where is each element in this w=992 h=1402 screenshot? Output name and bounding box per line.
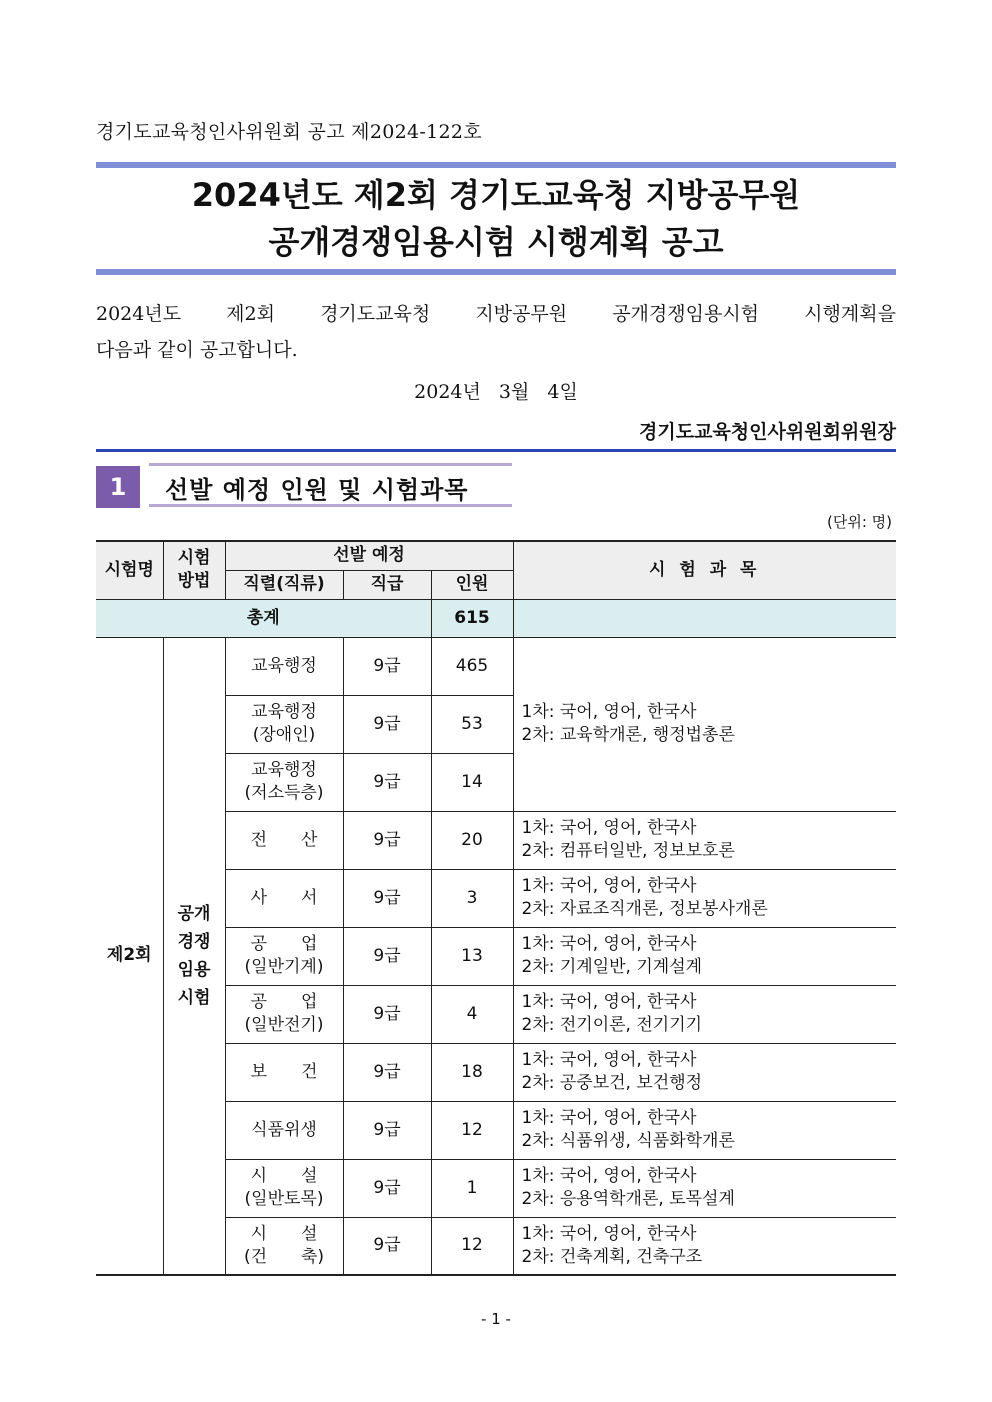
job-name: 식품위생 [251,1119,317,1140]
section-title: 선발 예정 인원 및 시험과목 [165,476,469,504]
subjects-cell [513,985,896,1043]
method-word: 경쟁 [177,931,211,952]
count-cell: 1 [431,1159,513,1217]
total-label: 총계 [96,599,431,637]
table-row [96,637,896,695]
subject-line: 1차: 국어, 영어, 한국사 [521,992,697,1012]
job-cell [225,637,343,695]
method-word: 시험 [177,987,211,1008]
method-word: 공개 [177,903,211,924]
subjects-cell [513,637,896,811]
intro-word: 경기도교육청 [320,303,431,325]
subjects-cell [513,927,896,985]
subject-line: 2차: 응용역학개론, 토목설계 [521,1189,735,1209]
exam-name-cell: 제2회 [96,637,163,1275]
page-number: - 1 - [481,1310,511,1328]
job-cell [225,695,343,753]
grade-cell: 9급 [343,1217,431,1275]
subjects-cell [513,1043,896,1101]
intro-word: 지방공무원 [475,303,568,325]
method-word: 임용 [177,959,211,980]
grade-cell: 9급 [343,1159,431,1217]
job-cell [225,1043,343,1101]
header-planned: 선발 예정 [225,541,513,570]
count-cell: 12 [431,1101,513,1159]
job-subtype: (저소득층) [244,783,324,803]
section-divider [96,449,896,452]
job-name: 보 건 [250,1061,318,1082]
job-name: 공 업 [250,992,318,1012]
subject-line: 1차: 국어, 영어, 한국사 [521,1166,697,1186]
job-subtype: (장애인) [252,725,316,745]
job-cell [225,1159,343,1217]
subjects-cell [513,811,896,869]
subject-line: 1차: 국어, 영어, 한국사 [521,702,697,722]
count-cell: 13 [431,927,513,985]
title-line-1: 2024년도 제2회 경기도교육청 지방공무원 [191,176,801,214]
subject-line: 1차: 국어, 영어, 한국사 [521,934,697,954]
intro-line-1 [96,296,896,332]
job-name: 공 업 [250,934,318,954]
subject-line: 2차: 컴퓨터일반, 정보보호론 [521,841,735,861]
header-subjects: 시 험 과 목 [513,541,896,599]
count-cell: 53 [431,695,513,753]
count-cell: 3 [431,869,513,927]
count-cell: 14 [431,753,513,811]
subjects-cell [513,869,896,927]
notice-reference: 경기도교육청인사위원회 공고 제2024-122호 [96,121,482,143]
grade-cell: 9급 [343,985,431,1043]
job-subtype: (일반토목) [244,1189,324,1209]
grade-cell: 9급 [343,869,431,927]
signer: 경기도교육청인사위원회위원장 [639,421,896,443]
subject-line: 1차: 국어, 영어, 한국사 [521,876,697,896]
subject-line: 2차: 전기이론, 전기기기 [521,1015,703,1035]
header-job: 직렬(직류) [225,570,343,599]
header-method-line: 방법 [177,571,211,592]
grade-cell: 9급 [343,1101,431,1159]
intro-word: 공개경쟁임용시험 [612,303,760,325]
grade-cell: 9급 [343,1043,431,1101]
subject-line: 2차: 식품위생, 식품화학개론 [521,1131,735,1151]
subject-line: 1차: 국어, 영어, 한국사 [521,1108,697,1128]
job-name: 교육행정 [251,702,317,722]
exam-method-cell [163,637,225,1275]
header-exam-method [163,541,225,599]
intro-word: 2024년도 [96,303,182,325]
job-cell [225,811,343,869]
count-cell: 20 [431,811,513,869]
recruitment-table [96,540,896,1276]
job-cell [225,753,343,811]
job-subtype: (일반전기) [244,1015,324,1035]
job-name: 전 산 [250,829,318,850]
header-exam-name: 시험명 [96,541,163,599]
subject-line: 1차: 국어, 영어, 한국사 [521,818,697,838]
grade-cell: 9급 [343,637,431,695]
subject-line: 1차: 국어, 영어, 한국사 [521,1050,697,1070]
job-cell [225,1217,343,1275]
job-name: 교육행정 [251,655,317,676]
intro-word: 제2회 [226,303,275,325]
intro-paragraph [96,296,896,368]
subject-line: 2차: 공중보건, 보건행정 [521,1073,703,1093]
subject-line: 2차: 교육학개론, 행정법총론 [521,725,735,745]
job-name: 교육행정 [251,760,317,780]
subjects-cell [513,1101,896,1159]
job-name: 시 설 [250,1223,318,1244]
total-count: 615 [431,599,513,637]
subject-line: 1차: 국어, 영어, 한국사 [521,1223,697,1244]
job-subtype: (건 축) [243,1246,325,1267]
header-count: 인원 [431,570,513,599]
subject-line: 2차: 자료조직개론, 정보봉사개론 [521,899,768,919]
grade-cell: 9급 [343,927,431,985]
grade-cell: 9급 [343,753,431,811]
grade-cell: 9급 [343,695,431,753]
count-cell: 465 [431,637,513,695]
job-cell [225,869,343,927]
job-cell [225,985,343,1043]
notice-date: 2024년 3월 4일 [414,381,578,403]
title-rule-top [96,162,896,168]
count-cell: 12 [431,1217,513,1275]
section-number-badge: 1 [96,466,140,508]
intro-line-2: 다음과 같이 공고합니다. [96,339,298,361]
title-line-2: 공개경쟁임용시험 시행계획 공고 [268,223,724,261]
subjects-cell [513,1159,896,1217]
subject-line: 2차: 건축계획, 건축구조 [521,1246,703,1267]
total-row [96,599,896,637]
job-cell [225,927,343,985]
intro-word: 시행계획을 [804,303,896,325]
table-header-row [96,541,896,570]
job-subtype: (일반기계) [244,957,324,977]
job-cell [225,1101,343,1159]
count-cell: 18 [431,1043,513,1101]
job-name: 시 설 [250,1166,318,1186]
subject-line: 2차: 기계일반, 기계설계 [521,957,703,977]
unit-note: (단위: 명) [827,513,892,531]
job-name: 사 서 [250,887,318,908]
total-subjects [513,599,896,637]
title-rule-bottom [96,269,896,275]
header-grade: 직급 [343,570,431,599]
count-cell: 4 [431,985,513,1043]
grade-cell: 9급 [343,811,431,869]
page-title [96,172,896,266]
header-method-line: 시험 [177,548,211,569]
subjects-cell [513,1217,896,1275]
